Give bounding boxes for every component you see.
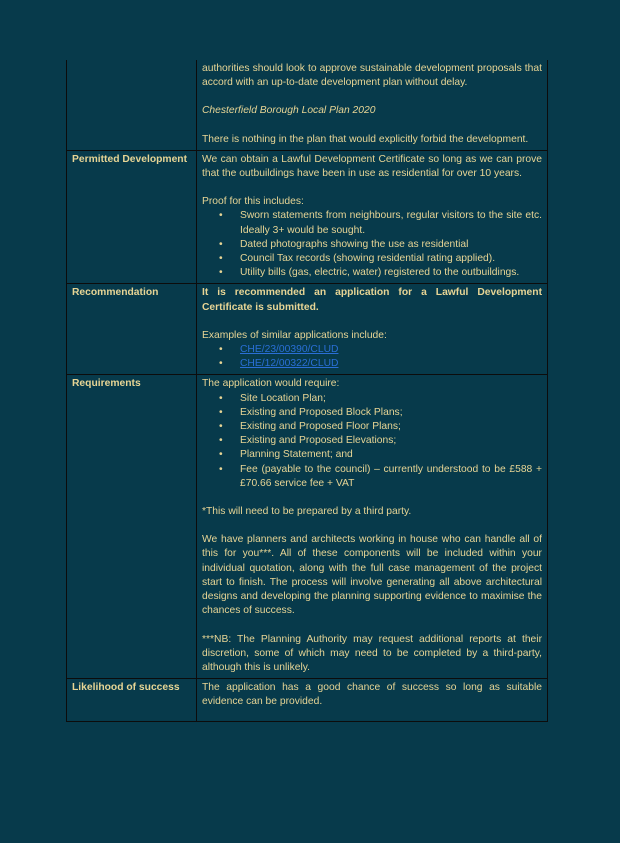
list-item (219, 357, 542, 371)
policy-conclusion: There is nothing in the plan that would explicitly forbid the development. (202, 133, 529, 145)
bullet-icon: • (219, 435, 223, 447)
row-label-recommendation: Recommendation (67, 284, 197, 375)
list-item-text: Fee (payable to the council) – currently understood to be £588 + £70.66 service fee + VAT (240, 463, 542, 489)
examples-intro: Examples of similar applications include: (202, 329, 387, 341)
list-item-text: Council Tax records (showing residential rating applied). (240, 253, 496, 265)
list-item (219, 434, 542, 448)
table-row-recommendation (67, 284, 548, 375)
third-party-note: *This will need to be prepared by a third party. (202, 506, 412, 518)
list-item (219, 448, 542, 462)
bullet-icon: • (219, 267, 223, 279)
list-item (219, 252, 542, 266)
row-content-planning-policy (197, 60, 548, 150)
table-row-permitted-development (67, 150, 548, 284)
proof-list (202, 209, 542, 280)
bullet-icon: • (219, 344, 223, 356)
cell-spacer (202, 710, 542, 718)
recommendation-headline: It is recommended an application for a Lawful Development Certificate is submitted. (202, 287, 542, 313)
application-link-che-23-00390[interactable]: CHE/23/00390/CLUD (240, 344, 339, 356)
bullet-icon: • (219, 463, 223, 475)
requirements-list (202, 392, 542, 491)
example-links-list (202, 343, 542, 371)
list-item-text: Utility bills (gas, electric, water) registered to the outbuildings. (240, 267, 520, 279)
table-row-planning-policy (67, 60, 548, 150)
list-item-text: Site Location Plan; (240, 392, 326, 404)
bullet-icon: • (219, 392, 223, 404)
table-row-requirements (67, 375, 548, 679)
list-item (219, 343, 542, 357)
bullet-icon: • (219, 238, 223, 250)
policy-paragraph: authorities should look to approve sustainable development proposals that accord with an up-to-date development plan without delay. (202, 63, 542, 89)
list-item-text: Planning Statement; and (240, 449, 353, 461)
in-house-paragraph: We have planners and architects working in house who can handle all of this for you***. All of these components will be included within your individual quotation, along with the full case management of the project start to finish. The process will involve generating all above architectural designs and developing the planning supporting evidence to maximise the chances of success. (202, 534, 542, 617)
ldc-paragraph: We can obtain a Lawful Development Certificate so long as we can prove that the outbuildings have been in use as residential for over 10 years. (202, 153, 542, 180)
list-item (219, 238, 542, 252)
list-item (219, 392, 542, 406)
list-item (219, 463, 542, 491)
list-item-text: Existing and Proposed Floor Plans; (240, 421, 401, 433)
row-label-requirements: Requirements (67, 375, 197, 679)
list-item-text: Existing and Proposed Block Plans; (240, 406, 403, 418)
bullet-icon: • (219, 406, 223, 418)
row-content-permitted-development (197, 150, 548, 284)
bullet-icon: • (219, 421, 223, 433)
row-label-empty (67, 60, 197, 150)
row-content-likelihood (197, 679, 548, 721)
bullet-icon: • (219, 358, 223, 370)
row-content-recommendation (197, 284, 548, 375)
list-item-text: Dated photographs showing the use as residential (240, 238, 469, 250)
list-item (219, 209, 542, 237)
row-label-likelihood: Likelihood of success (67, 679, 197, 721)
application-link-che-12-00322[interactable]: CHE/12/00322/CLUD (240, 358, 339, 370)
list-item (219, 266, 542, 280)
row-content-requirements (197, 375, 548, 679)
bullet-icon: • (219, 253, 223, 265)
list-item-text: Sworn statements from neighbours, regular visitors to the site etc. Ideally 3+ would be sought. (240, 210, 542, 236)
table-row-likelihood (67, 679, 548, 721)
list-item (219, 420, 542, 434)
list-item (219, 406, 542, 420)
bullet-icon: • (219, 210, 223, 222)
nb-paragraph: ***NB: The Planning Authority may request additional reports at their discretion, some of which may need to be completed by a third-party, although this is unlikely. (202, 633, 542, 673)
proof-intro: Proof for this includes: (202, 196, 304, 208)
requirements-intro: The application would require: (202, 378, 340, 390)
document-page (66, 60, 548, 722)
bullet-icon: • (219, 449, 223, 461)
local-plan-reference: Chesterfield Borough Local Plan 2020 (202, 105, 376, 117)
likelihood-text: The application has a good chance of success so long as suitable evidence can be provided. (202, 682, 542, 708)
list-item-text: Existing and Proposed Elevations; (240, 435, 397, 447)
assessment-table (66, 60, 548, 722)
row-label-permitted-development: Permitted Development (67, 150, 197, 284)
